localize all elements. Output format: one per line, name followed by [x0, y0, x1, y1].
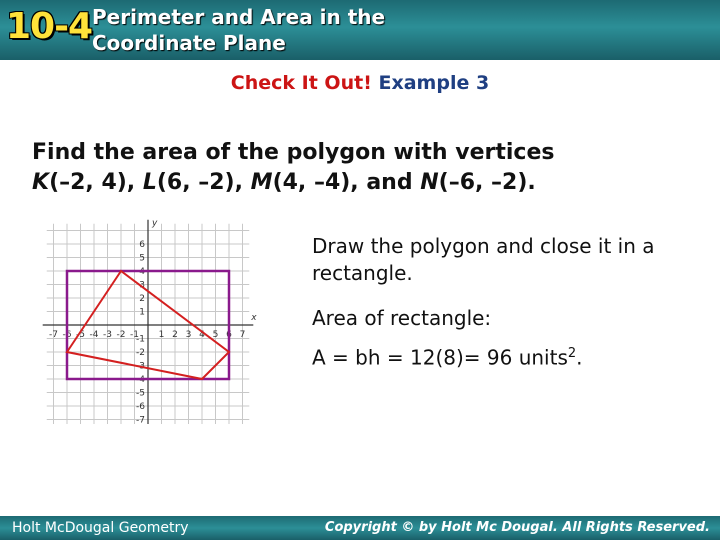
x-tick-label: -4	[89, 330, 99, 340]
lesson-number: 10-4	[6, 6, 93, 47]
x-tick-label: -7	[49, 330, 58, 340]
y-tick-label: 1	[139, 307, 145, 318]
x-tick-label: 1	[158, 330, 165, 340]
area-label: Area of rectangle:	[312, 306, 492, 330]
y-tick-label: 5	[139, 253, 145, 264]
header-bar	[0, 0, 720, 60]
x-tick-label: 3	[185, 330, 192, 340]
copyright-notice: Copyright © by Holt Mc Dougal. All Rights Reserved.	[324, 520, 710, 535]
x-tick-label: 2	[172, 330, 178, 340]
vertex-coords: (–2, 4),	[49, 170, 136, 195]
lesson-title: Perimeter and Area in the Coordinate Plane	[92, 5, 386, 55]
publisher-label: Holt McDougal Geometry	[12, 520, 189, 536]
y-tick-label: -6	[136, 402, 145, 412]
coordinate-graph	[40, 214, 260, 424]
x-tick-label: 5	[212, 330, 219, 340]
y-tick-label: -3	[136, 361, 145, 372]
vertex-name: M	[250, 170, 273, 195]
x-tick-label: -2	[116, 330, 126, 340]
x-tick-label: -1	[130, 330, 139, 340]
example-heading	[0, 72, 720, 94]
example-label: Example 3	[378, 72, 490, 94]
vertex-coords: (4, –4), and	[272, 170, 413, 195]
x-tick-label: -5	[76, 330, 85, 340]
x-axis-label: x	[251, 313, 257, 323]
vertex-coords: (6, –2),	[156, 170, 243, 195]
formula-exponent: 2	[567, 346, 577, 361]
y-tick-label: -1	[136, 334, 145, 345]
y-tick-label: 6	[139, 240, 145, 250]
y-tick-label: -4	[136, 375, 145, 385]
footer-bar	[0, 516, 720, 540]
formula-text: A = bh = 12(8)= 96 units	[312, 345, 568, 370]
vertex-name: N	[420, 170, 439, 195]
y-tick-label: 2	[139, 294, 145, 304]
x-tick-label: -3	[103, 330, 112, 340]
problem-line-1: Find the area of the polygon with vertices	[32, 140, 555, 165]
y-tick-label: 4	[139, 267, 145, 277]
problem-vertices	[32, 168, 692, 198]
draw-instruction: Draw the polygon and close it in a rectangle.	[312, 234, 655, 285]
problem-statement	[32, 138, 692, 198]
y-axis-label: y	[152, 218, 158, 229]
y-tick-label: -7	[136, 415, 145, 424]
x-tick-label: 7	[239, 330, 246, 340]
x-tick-label: 6	[226, 330, 232, 340]
vertex-coords: (–6, –2).	[438, 170, 536, 195]
vertex-name: K	[32, 170, 50, 195]
y-tick-label: -5	[136, 388, 145, 399]
x-tick-label: -6	[62, 330, 72, 340]
area-formula	[312, 340, 692, 372]
formula-end: .	[576, 345, 583, 370]
check-it-out-label: Check It Out!	[230, 72, 372, 94]
y-tick-label: 3	[139, 280, 145, 291]
y-tick-label: -2	[136, 348, 145, 358]
x-tick-label: 4	[199, 330, 205, 340]
vertex-name: L	[142, 170, 157, 195]
